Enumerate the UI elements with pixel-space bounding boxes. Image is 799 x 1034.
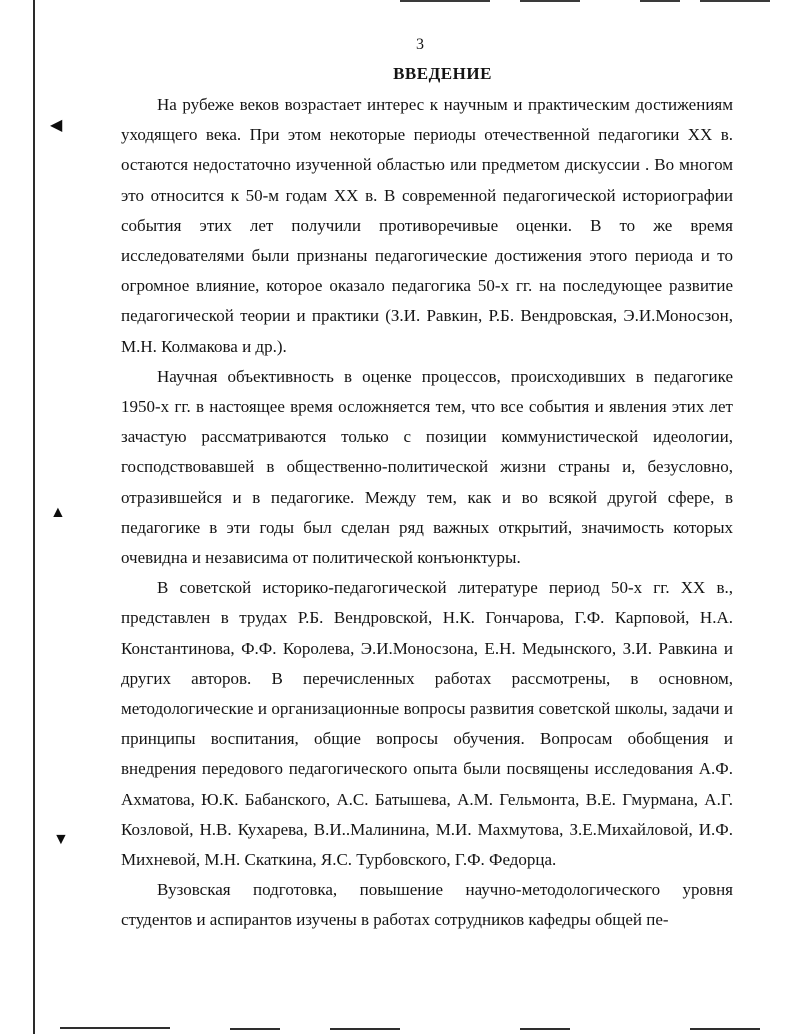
page-title: ВВЕДЕНИЕ bbox=[393, 64, 492, 83]
scan-bottom-rule bbox=[230, 1028, 280, 1030]
scan-left-border bbox=[33, 0, 35, 1034]
scan-bottom-rule bbox=[520, 1028, 570, 1030]
body-text bbox=[121, 90, 733, 936]
scan-bottom-rule bbox=[330, 1028, 400, 1030]
page-number: 3 bbox=[416, 36, 424, 53]
scan-bottom-rule bbox=[690, 1028, 760, 1030]
paragraph: В советской историко-педагогической литературе период 50-х гг. XX в., представлен в трудах Р.Б. Вендровской, Н.К. Гончарова, Г.Ф. Карповой, Н.А. Константинова, Ф.Ф. Королева, Э.И.Моносзона, Е.Н. Медынского, З.И. Равкина и других авторов. В перечисленных работах рассмотрены, в основном, методологические и организационные вопросы развития советской школы, задачи и принципы воспитания, общие вопросы обучения. Вопросам обобщения и внедрения передового педагогического опыта были посвящены исследования А.Ф. Ахматова, Ю.К. Бабанского, А.С. Батышева, А.М. Гельмонта, В.Е. Гмурмана, А.Г. Козловой, Н.В. Кухарева, В.И..Малинина, М.И. Махмутова, З.Е.Михайловой, И.Ф. Михневой, М.Н. Скаткина, Я.С. Турбовского, Г.Ф. Федорца. bbox=[121, 578, 733, 870]
binder-punch-icon: ◀ bbox=[50, 117, 63, 134]
binder-punch-icon: ▼ bbox=[53, 831, 69, 848]
scan-top-rule bbox=[700, 0, 770, 2]
scan-top-rule bbox=[520, 0, 580, 2]
paragraph: Научная объективность в оценке процессов, происходивших в педагогике 1950-х гг. в настоящее время осложняется тем, что все события и явления этих лет зачастую рассматриваются только с позиции коммунистической идеологии, господствовавшей в общественно-политической жизни страны и, безусловно, отразившейся и в педагогике. Между тем, как и во всякой другой сфере, в педагогике в эти годы был сделан ряд важных открытий, значимость которых очевидна и независима от политической конъюнктуры. bbox=[121, 366, 733, 568]
scan-top-rule bbox=[640, 0, 680, 2]
scan-bottom-rule bbox=[60, 1027, 170, 1029]
scan-top-rule bbox=[400, 0, 490, 2]
paragraph: На рубеже веков возрастает интерес к научным и практическим достижениям уходящего века. При этом некоторые периоды отечественной педагогики XX в. остаются недостаточно изученной областью или предметом дискуссии . Во многом это относится к 50-м годам XX в. В современной педагогической историографии события этих лет получили противоречивые оценки. В то же время исследователями были признаны педагогические достижения этого периода и то огромное влияние, которое оказало педагогика 50-х гг. на последующее развитие педагогической теории и практики (З.И. Равкин, Р.Б. Вендровская, Э.И.Моносзон, М.Н. Колмакова и др.). bbox=[121, 95, 733, 356]
paragraph: Вузовская подготовка, повышение научно-методологического уровня студентов и аспирантов изучены в работах сотрудников кафедры общей пе- bbox=[121, 880, 733, 930]
binder-punch-icon: ▲ bbox=[50, 504, 66, 521]
